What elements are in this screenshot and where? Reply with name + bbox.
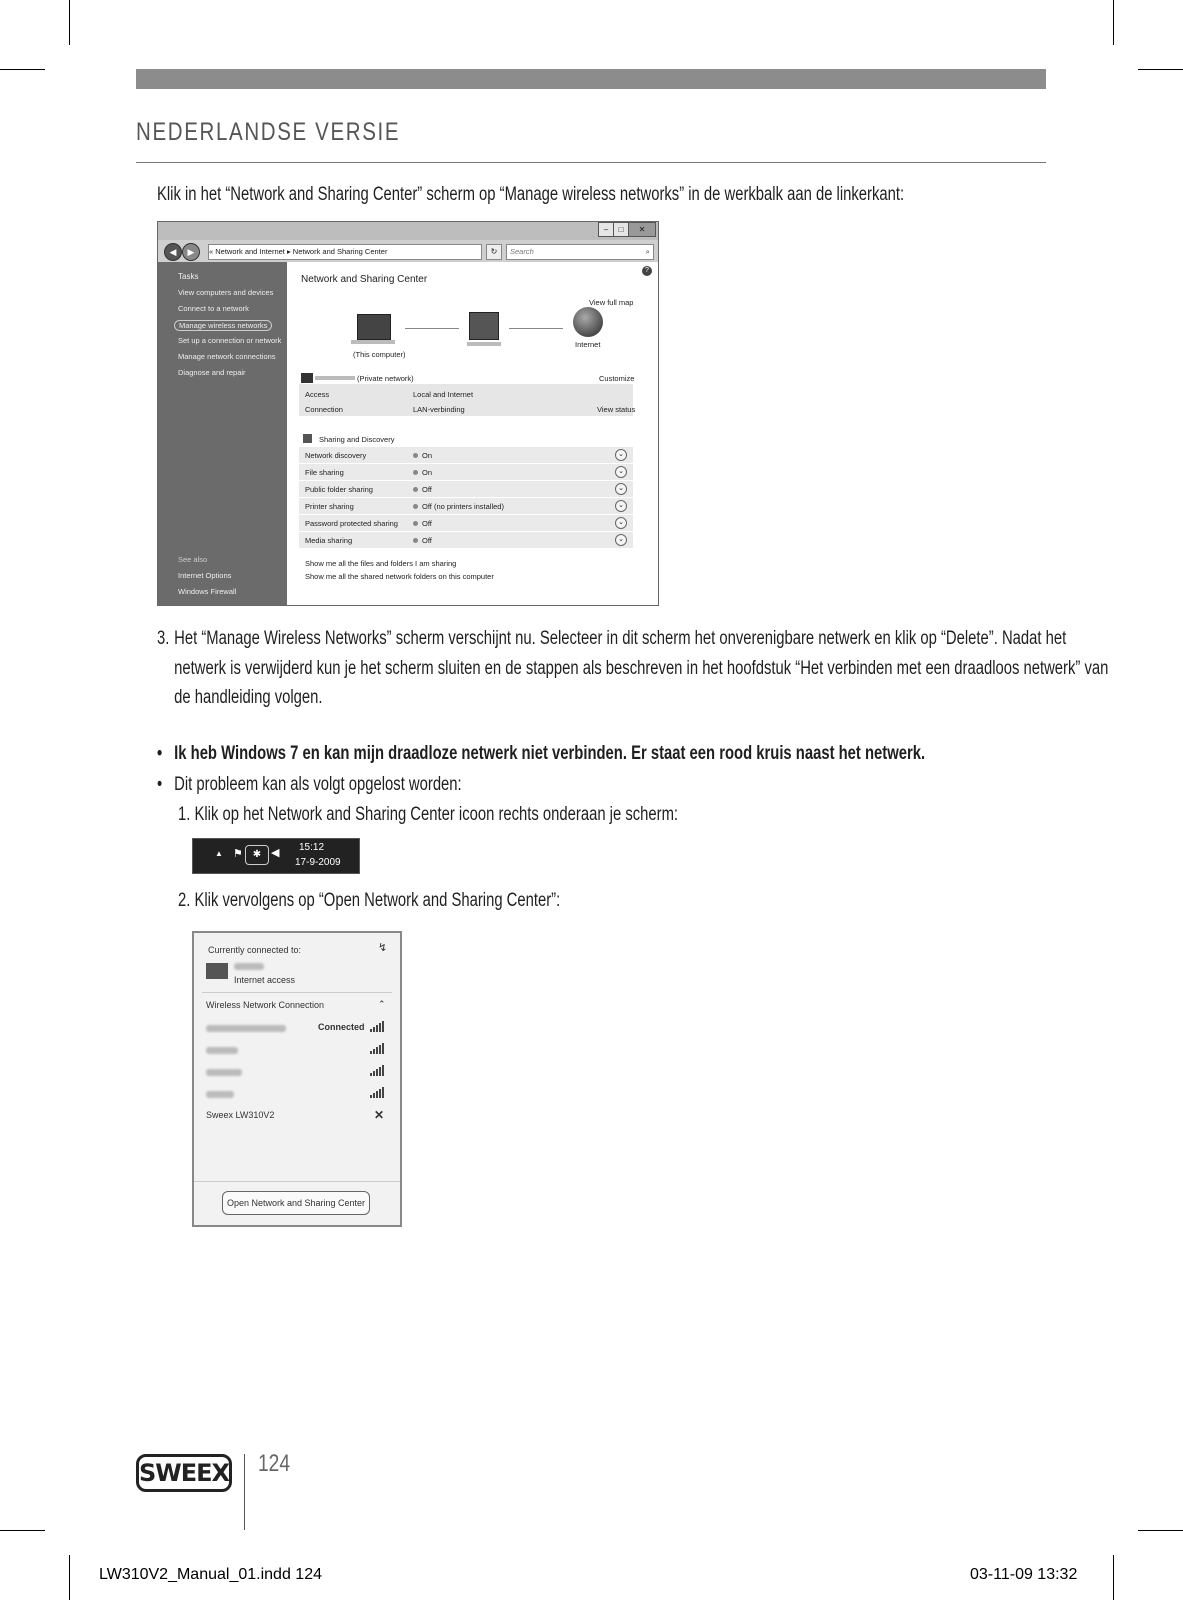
sidebar-item-manage-wireless: Manage wireless networks [174, 320, 272, 331]
slug-timestamp: 03-11-09 13:32 [970, 1566, 1078, 1583]
header-rule [136, 162, 1046, 163]
sidebar-item: Diagnose and repair [178, 368, 246, 377]
signal-icon [370, 1021, 386, 1032]
bullet-problem: • Ik heb Windows 7 en kan mijn draadloze netwerk niet verbinden. Er staat een rood kruis naast het netwerk. [157, 743, 926, 764]
map-line [405, 328, 459, 329]
globe-icon [573, 307, 603, 337]
sidebar-item: Windows Firewall [178, 587, 237, 596]
refresh-icon: ↻ [486, 244, 502, 260]
main-pane [287, 262, 658, 605]
sidebar-item: Connect to a network [178, 304, 249, 313]
network-popup-screenshot [192, 931, 402, 1227]
window-titlebar [158, 222, 658, 240]
close-icon: ✕ [374, 1108, 385, 1122]
network-icon [206, 963, 228, 979]
sweex-network-label: Sweex LW310V2 [206, 1110, 275, 1120]
connection-label: Connection [305, 405, 343, 414]
view-full-map-link: View full map [589, 298, 634, 307]
crop-mark [0, 69, 45, 70]
close-icon: ✕ [628, 222, 656, 237]
signal-icon [370, 1065, 386, 1076]
chevron-down-icon: ⌄ [615, 466, 627, 478]
search-icon: ⌕ [645, 247, 650, 256]
connected-to-label: Currently connected to: [208, 945, 302, 955]
chevron-down-icon: ⌄ [615, 483, 627, 495]
section-title: NEDERLANDSE VERSIE [136, 118, 401, 146]
network-sharing-center-screenshot [157, 221, 659, 606]
network-icon [301, 373, 313, 383]
map-line [509, 328, 563, 329]
tray-date: 17-9-2009 [295, 857, 341, 868]
speaker-icon: ◀ [271, 847, 280, 859]
bullet-icon: • [157, 743, 163, 764]
sharing-row: Media sharing Off ⌄ [299, 532, 633, 549]
show-folders-link: Show me all the shared network folders on this computer [305, 572, 494, 581]
network-info-box [299, 384, 636, 416]
intro-text: Klik in het “Network and Sharing Center” scherm op “Manage wireless networks” in de werkbalk aan de linkerkant: [157, 184, 905, 205]
sidebar-heading: See also [178, 555, 208, 564]
chevron-down-icon: ⌄ [615, 449, 627, 461]
chevron-down-icon: ⌄ [615, 534, 627, 546]
address-bar-row [158, 240, 658, 262]
sidebar-heading: Tasks [178, 272, 199, 281]
sharing-row: Network discovery On ⌄ [299, 447, 633, 464]
sharing-icon [303, 434, 312, 443]
step-3: 3. Het “Manage Wireless Networks” scherm verschijnt nu. Selecteer in dit scherm het onverenigbare netwerk en klik op “Delete”. Nadat het netwerk is verwijderd kun je het scherm sluiten en de stappen als beschreven in het hoofdstuk “Het verbinden met een draadloos netwerk” van de handleiding volgen. [157, 628, 1109, 708]
blurred-name [467, 342, 501, 346]
view-status-link: View status [597, 405, 636, 414]
refresh-icon: ↯ [378, 942, 388, 954]
crop-mark [0, 1530, 45, 1531]
help-icon: ? [642, 266, 652, 276]
flag-icon: ⚑ [233, 848, 243, 860]
slug-filename: LW310V2_Manual_01.indd 124 [99, 1566, 322, 1583]
crop-mark [1138, 1530, 1183, 1531]
chevron-down-icon: ⌄ [615, 500, 627, 512]
address-bar: « Network and Internet ▸ Network and Sharing Center [208, 244, 482, 260]
minimize-icon: – [598, 222, 614, 237]
step-1: 1. Klik op het Network and Sharing Center icoon rechts onderaan je scherm: [178, 804, 679, 825]
sharing-row: File sharing On ⌄ [299, 464, 633, 481]
crop-mark [1113, 0, 1114, 45]
sharing-row: Printer sharing Off (no printers installed) ⌄ [299, 498, 633, 515]
chevron-down-icon: ⌄ [615, 517, 627, 529]
access-label: Access [305, 390, 330, 399]
this-computer-label: (This computer) [353, 350, 406, 359]
sharing-title: Sharing and Discovery [319, 435, 395, 444]
sharing-row: Password protected sharing Off ⌄ [299, 515, 633, 532]
sweex-logo: SWEEX [136, 1454, 232, 1492]
sidebar [158, 262, 287, 605]
page-number: 124 [258, 1450, 291, 1477]
pane-title: Network and Sharing Center [301, 274, 428, 285]
network-icon: ✱ [245, 845, 269, 865]
open-network-center-button: Open Network and Sharing Center [222, 1191, 370, 1215]
show-files-link: Show me all the files and folders I am sharing [305, 559, 457, 568]
chevron-up-icon: ⌃ [378, 999, 386, 1009]
network-icon [469, 312, 499, 340]
header-bar [136, 69, 1046, 89]
connected-label: Connected [318, 1022, 365, 1032]
crop-mark [1138, 69, 1183, 70]
back-icon: ◀ [164, 243, 182, 261]
crop-mark [1113, 1555, 1114, 1600]
bullet-icon: • [157, 774, 163, 795]
sidebar-item: Manage network connections [178, 352, 276, 361]
blurred-name [351, 340, 395, 344]
crop-mark [69, 1555, 70, 1600]
bullet-solution: • Dit probleem kan als volgt opgelost worden: [157, 774, 462, 795]
maximize-icon: □ [613, 222, 629, 237]
sidebar-item: View computers and devices [178, 288, 274, 297]
connection-value: LAN-verbinding [413, 405, 465, 414]
wireless-header: Wireless Network Connection [206, 1000, 325, 1010]
search-box: Search ⌕ [506, 244, 654, 260]
taskbar-tray-screenshot [192, 838, 360, 874]
computer-icon [357, 314, 391, 340]
crop-mark [69, 0, 70, 45]
step-2: 2. Klik vervolgens op “Open Network and Sharing Center”: [178, 890, 561, 911]
sharing-row: Public folder sharing Off ⌄ [299, 481, 633, 498]
signal-icon [370, 1087, 386, 1098]
access-value: Local and Internet [413, 390, 474, 399]
customize-link: Customize [599, 374, 635, 383]
private-network-label: (Private network) [357, 374, 414, 383]
chevron-up-icon: ▲ [215, 849, 223, 858]
sidebar-item: Set up a connection or network [178, 336, 282, 345]
forward-icon: ▶ [182, 243, 200, 261]
blurred-name [315, 376, 355, 380]
signal-icon [370, 1043, 386, 1054]
internet-label: Internet [575, 340, 601, 349]
footer-divider [244, 1454, 245, 1530]
internet-access-label: Internet access [234, 975, 296, 985]
tray-time: 15:12 [299, 842, 325, 853]
sidebar-item: Internet Options [178, 571, 232, 580]
